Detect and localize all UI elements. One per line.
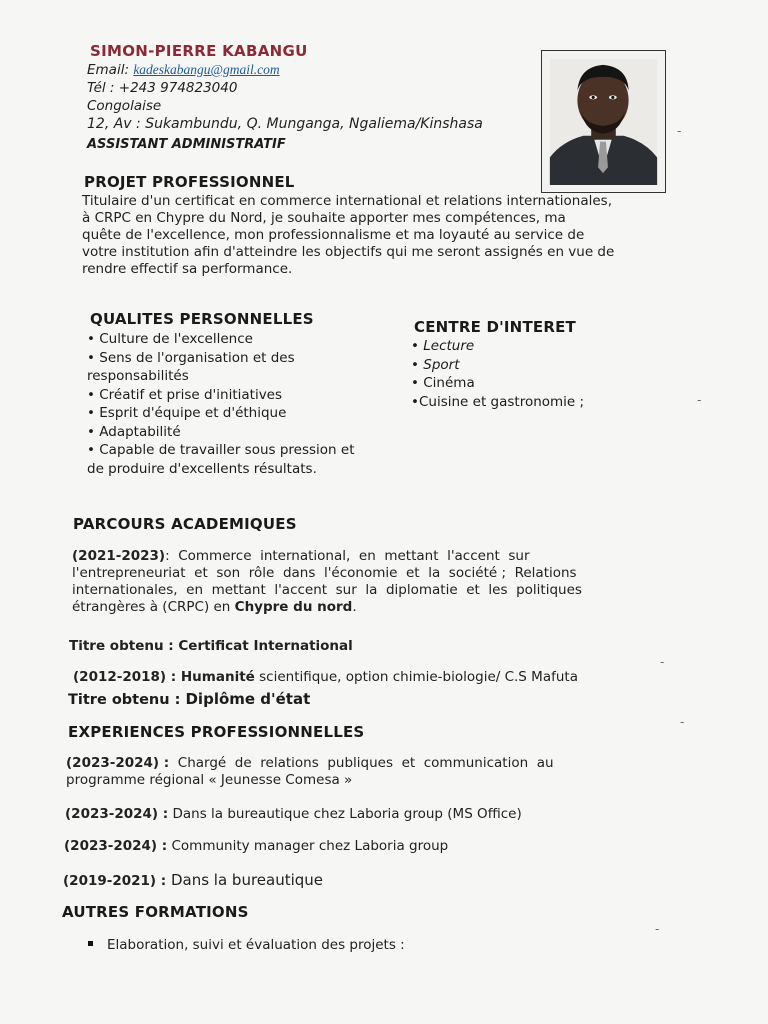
entry-text-bold: Chypre du nord bbox=[234, 599, 353, 615]
period-label: (2023-2024) : bbox=[66, 755, 170, 771]
experience-text: Chargé de relations publiques et communication au bbox=[169, 755, 554, 771]
address: 12, Av : Sukambundu, Q. Munganga, Ngaliema/Kinshasa bbox=[87, 116, 483, 132]
projet-line: Titulaire d'un certificat en commerce international et relations internationales, bbox=[82, 193, 613, 209]
formation-text: Elaboration, suivi et évaluation des projets : bbox=[107, 937, 405, 953]
experience-text: Community manager chez Laboria group bbox=[167, 838, 449, 854]
period-label: (2012-2018) : Humanité bbox=[73, 669, 255, 685]
phone: Tél : +243 974823040 bbox=[87, 80, 238, 96]
formation-item bbox=[88, 937, 405, 954]
profile-photo bbox=[541, 50, 666, 193]
list-item: •Cuisine et gastronomie ; bbox=[411, 393, 585, 410]
section-heading-centre: CENTRE D'INTERET bbox=[414, 318, 576, 336]
email-label: Email: bbox=[87, 62, 130, 78]
titre-label: Titre obtenu : bbox=[68, 692, 186, 708]
projet-line: votre institution afin d'atteindre les objectifs qui me seront assignés en vue de bbox=[82, 244, 615, 260]
list-item: • Lecture bbox=[411, 338, 475, 354]
list-item: • Cinéma bbox=[411, 375, 475, 391]
titre-label: Titre obtenu : bbox=[69, 638, 179, 654]
margin-mark: - bbox=[660, 655, 665, 669]
entry-text: l'entrepreneuriat et son rôle dans l'économie et la société ; Relations bbox=[72, 565, 577, 581]
margin-mark: - bbox=[680, 715, 685, 729]
parcours-entry-2 bbox=[73, 669, 578, 686]
job-title: ASSISTANT ADMINISTRATIF bbox=[87, 137, 286, 152]
period-label: (2023-2024) : bbox=[65, 806, 169, 822]
parcours-entry-1 bbox=[72, 548, 664, 616]
projet-line: rendre effectif sa performance. bbox=[82, 261, 293, 277]
period-label: (2021-2023) bbox=[72, 548, 166, 564]
list-item: • Créatif et prise d'initiatives bbox=[87, 386, 283, 403]
experience-item bbox=[65, 806, 522, 823]
experience-item bbox=[66, 755, 666, 789]
candidate-name: SIMON-PIERRE KABANGU bbox=[90, 42, 308, 60]
projet-paragraph bbox=[82, 193, 672, 278]
list-item: • Sens de l'organisation et des bbox=[87, 349, 295, 366]
experience-text: Dans la bureautique chez Laboria group (MS Office) bbox=[168, 806, 522, 822]
entry-text: étrangères à (CRPC) en bbox=[72, 599, 235, 615]
section-heading-experiences: EXPERIENCES PROFESSIONNELLES bbox=[68, 723, 365, 741]
titre-obtenu-2 bbox=[68, 690, 310, 708]
margin-mark: - bbox=[655, 922, 660, 936]
list-item: • Capable de travailler sous pression et bbox=[87, 442, 355, 458]
section-heading-autres: AUTRES FORMATIONS bbox=[62, 903, 249, 921]
experience-item bbox=[63, 872, 323, 890]
list-item: • Esprit d'équipe et d'éthique bbox=[87, 405, 287, 421]
square-bullet-icon bbox=[88, 941, 93, 946]
projet-line: à CRPC en Chypre du Nord, je souhaite apporter mes compétences, ma bbox=[82, 210, 566, 226]
person-portrait-icon bbox=[542, 51, 665, 192]
email-line bbox=[87, 62, 280, 78]
titre-value: Diplôme d'état bbox=[185, 690, 311, 708]
list-item: • Culture de l'excellence bbox=[87, 331, 253, 347]
margin-mark: - bbox=[677, 124, 682, 138]
entry-text: : Commerce international, en mettant l'accent sur bbox=[165, 548, 530, 564]
titre-obtenu-1 bbox=[69, 638, 353, 655]
section-heading-projet: PROJET PROFESSIONNEL bbox=[84, 173, 295, 191]
nationality: Congolaise bbox=[87, 98, 162, 114]
section-heading-qualites: QUALITES PERSONNELLES bbox=[90, 310, 314, 328]
section-heading-parcours: PARCOURS ACADEMIQUES bbox=[73, 515, 297, 533]
list-item: • Sport bbox=[411, 356, 460, 373]
experience-item bbox=[64, 838, 448, 855]
experience-text: Dans la bureautique bbox=[166, 871, 324, 889]
list-item: responsabilités bbox=[87, 368, 189, 384]
margin-mark: - bbox=[697, 393, 702, 407]
qualites-list bbox=[87, 330, 387, 478]
list-item: • Adaptabilité bbox=[87, 423, 181, 440]
email-link[interactable]: kadeskabangu@gmail.com bbox=[133, 62, 280, 77]
entry-text: . bbox=[352, 599, 357, 615]
period-label: (2019-2021) : bbox=[63, 873, 167, 889]
list-item: de produire d'excellents résultats. bbox=[87, 460, 317, 477]
entry-text: internationales, en mettant l'accent sur la diplomatie et les politiques bbox=[72, 582, 582, 598]
experience-text: programme régional « Jeunesse Comesa » bbox=[66, 772, 353, 788]
period-label: (2023-2024) : bbox=[64, 838, 168, 854]
centre-list bbox=[411, 337, 661, 411]
titre-value: Certificat International bbox=[178, 638, 353, 654]
projet-line: quête de l'excellence, mon professionnalisme et ma loyauté au service de bbox=[82, 227, 585, 243]
entry-text: scientifique, option chimie-biologie/ C.S Mafuta bbox=[254, 669, 578, 685]
